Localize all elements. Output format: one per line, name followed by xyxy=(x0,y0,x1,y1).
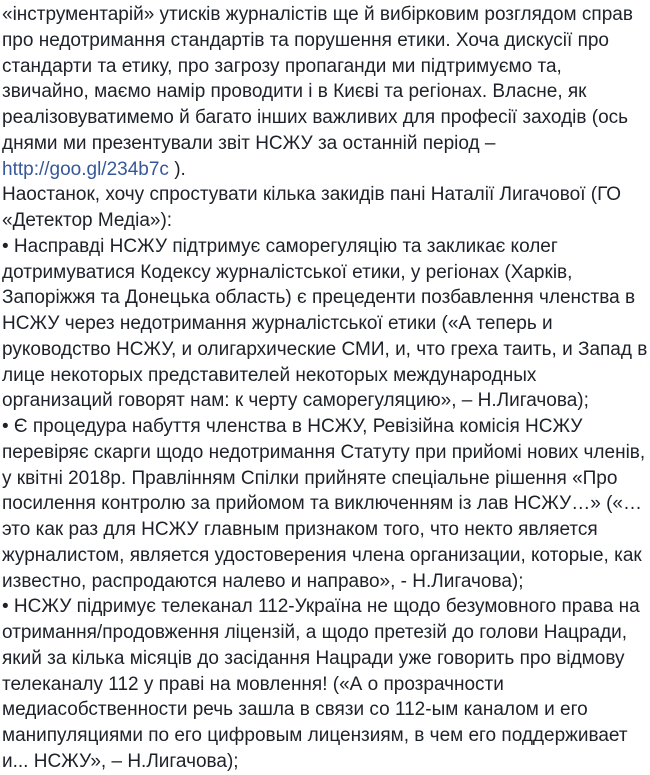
text-segment: это как раз для НСЖУ главным признаком того, что некто является xyxy=(2,519,598,540)
text-line xyxy=(2,723,650,749)
text-segment: про недотримання стандартів та порушення етики. Хоча дискусії про xyxy=(2,29,609,51)
text-segment: Запоріжжя та Донецька область) є прецеденти позбавлення членства в xyxy=(2,287,636,309)
text-segment: НСЖУ через недотримання журналістської етики («А теперь и xyxy=(2,313,553,334)
text-segment: телеканалу 112 у праві на мовлення! («А о прозрачности xyxy=(2,673,504,695)
text-line xyxy=(2,517,650,543)
text-line xyxy=(2,234,650,260)
post-link[interactable]: http://goo.gl/234b7c xyxy=(2,158,169,180)
text-line xyxy=(2,311,650,337)
text-line xyxy=(2,672,650,698)
text-segment: отримання/продовження ліцензій, а щодо претезій до голови Нацради, xyxy=(2,622,628,643)
text-line xyxy=(2,260,650,286)
text-segment: • Насправді НСЖУ підтримує саморегуляцію та закликає колег xyxy=(2,235,558,257)
text-segment: • НСЖУ підримує телеканал 112-Україна не щодо безумовного права на xyxy=(2,596,640,618)
text-segment: медиасобственности речь зашла в связи со 112-ым каналом и его xyxy=(2,699,588,721)
text-segment: руководство НСЖУ, и олигархические СМИ, и, что греха таить, и Запад в xyxy=(2,338,648,360)
text-line xyxy=(2,105,650,131)
text-line xyxy=(2,594,650,620)
text-line xyxy=(2,388,650,414)
text-line xyxy=(2,440,650,466)
text-line xyxy=(2,466,650,492)
text-segment: дотримуватися Кодексу журналістської етики, у регіонах (Харків, xyxy=(2,261,573,283)
text-line xyxy=(2,285,650,311)
text-segment: и... НСЖУ», – Н.Лигачова); xyxy=(2,750,239,772)
text-segment: перевіряє скарги щодо недотримання Статуту при прийомі нових членів, xyxy=(2,441,646,463)
text-segment: ). xyxy=(168,158,186,180)
text-segment: «інструментарій» утисків журналістів ще й вибірковим розглядом справ xyxy=(2,4,633,25)
text-line xyxy=(2,182,650,208)
text-line xyxy=(2,569,650,595)
text-segment: посилення контролю за прийомом та виключенням із лав НСЖУ…» («… xyxy=(2,493,642,515)
text-segment: який за кілька місяців до засідання Нацради уже говорить про відмову xyxy=(2,647,625,669)
text-segment: реалізовуватимемо й багато інших важливих для професії заходів (ось xyxy=(2,107,629,128)
text-line xyxy=(2,491,650,517)
text-segment: • Є процедура набуття членства в НСЖУ, Ревізійна комісія НСЖУ xyxy=(2,416,583,437)
text-line xyxy=(2,337,650,363)
text-line xyxy=(2,157,650,183)
text-segment: лице некоторых представителей некоторых международных xyxy=(2,364,537,386)
text-segment: Наостанок, хочу спростувати кілька закидів пані Наталії Лигачової (ГО xyxy=(2,184,622,206)
text-line xyxy=(2,131,650,157)
text-line xyxy=(2,363,650,389)
text-line xyxy=(2,646,650,672)
text-line xyxy=(2,620,650,646)
text-segment: известно, распродаются налево и направо», - Н.Лигачова); xyxy=(2,570,524,592)
text-line xyxy=(2,697,650,723)
text-line xyxy=(2,208,650,234)
text-segment: организаций говорят нам: к черту саморегуляцию», – Н.Лигачова); xyxy=(2,390,589,412)
text-line xyxy=(2,28,650,54)
text-segment: журналистом, является удостоверения члена организации, которые, как xyxy=(2,544,642,566)
text-segment: манипуляциями по его цифровым лицензиям, в чем его поддерживает xyxy=(2,725,628,746)
text-line xyxy=(2,2,650,28)
text-line xyxy=(2,749,650,775)
text-line xyxy=(2,54,650,80)
text-segment: днями ми презентували звіт НСЖУ за останній період – xyxy=(2,132,496,154)
text-segment: стандарти та етику, про загрозу пропаганди ми підтримуємо та, xyxy=(2,55,562,77)
text-segment: у квітні 2018р. Правлінням Спілки прийняте спеціальне рішення «Про xyxy=(2,467,618,489)
text-line xyxy=(2,543,650,569)
text-segment: «Детектор Медіа»): xyxy=(2,210,173,231)
text-segment: звичайно, маємо намір проводити і в Києві та регіонах. Власне, як xyxy=(2,81,587,103)
text-line xyxy=(2,414,650,440)
text-line xyxy=(2,79,650,105)
